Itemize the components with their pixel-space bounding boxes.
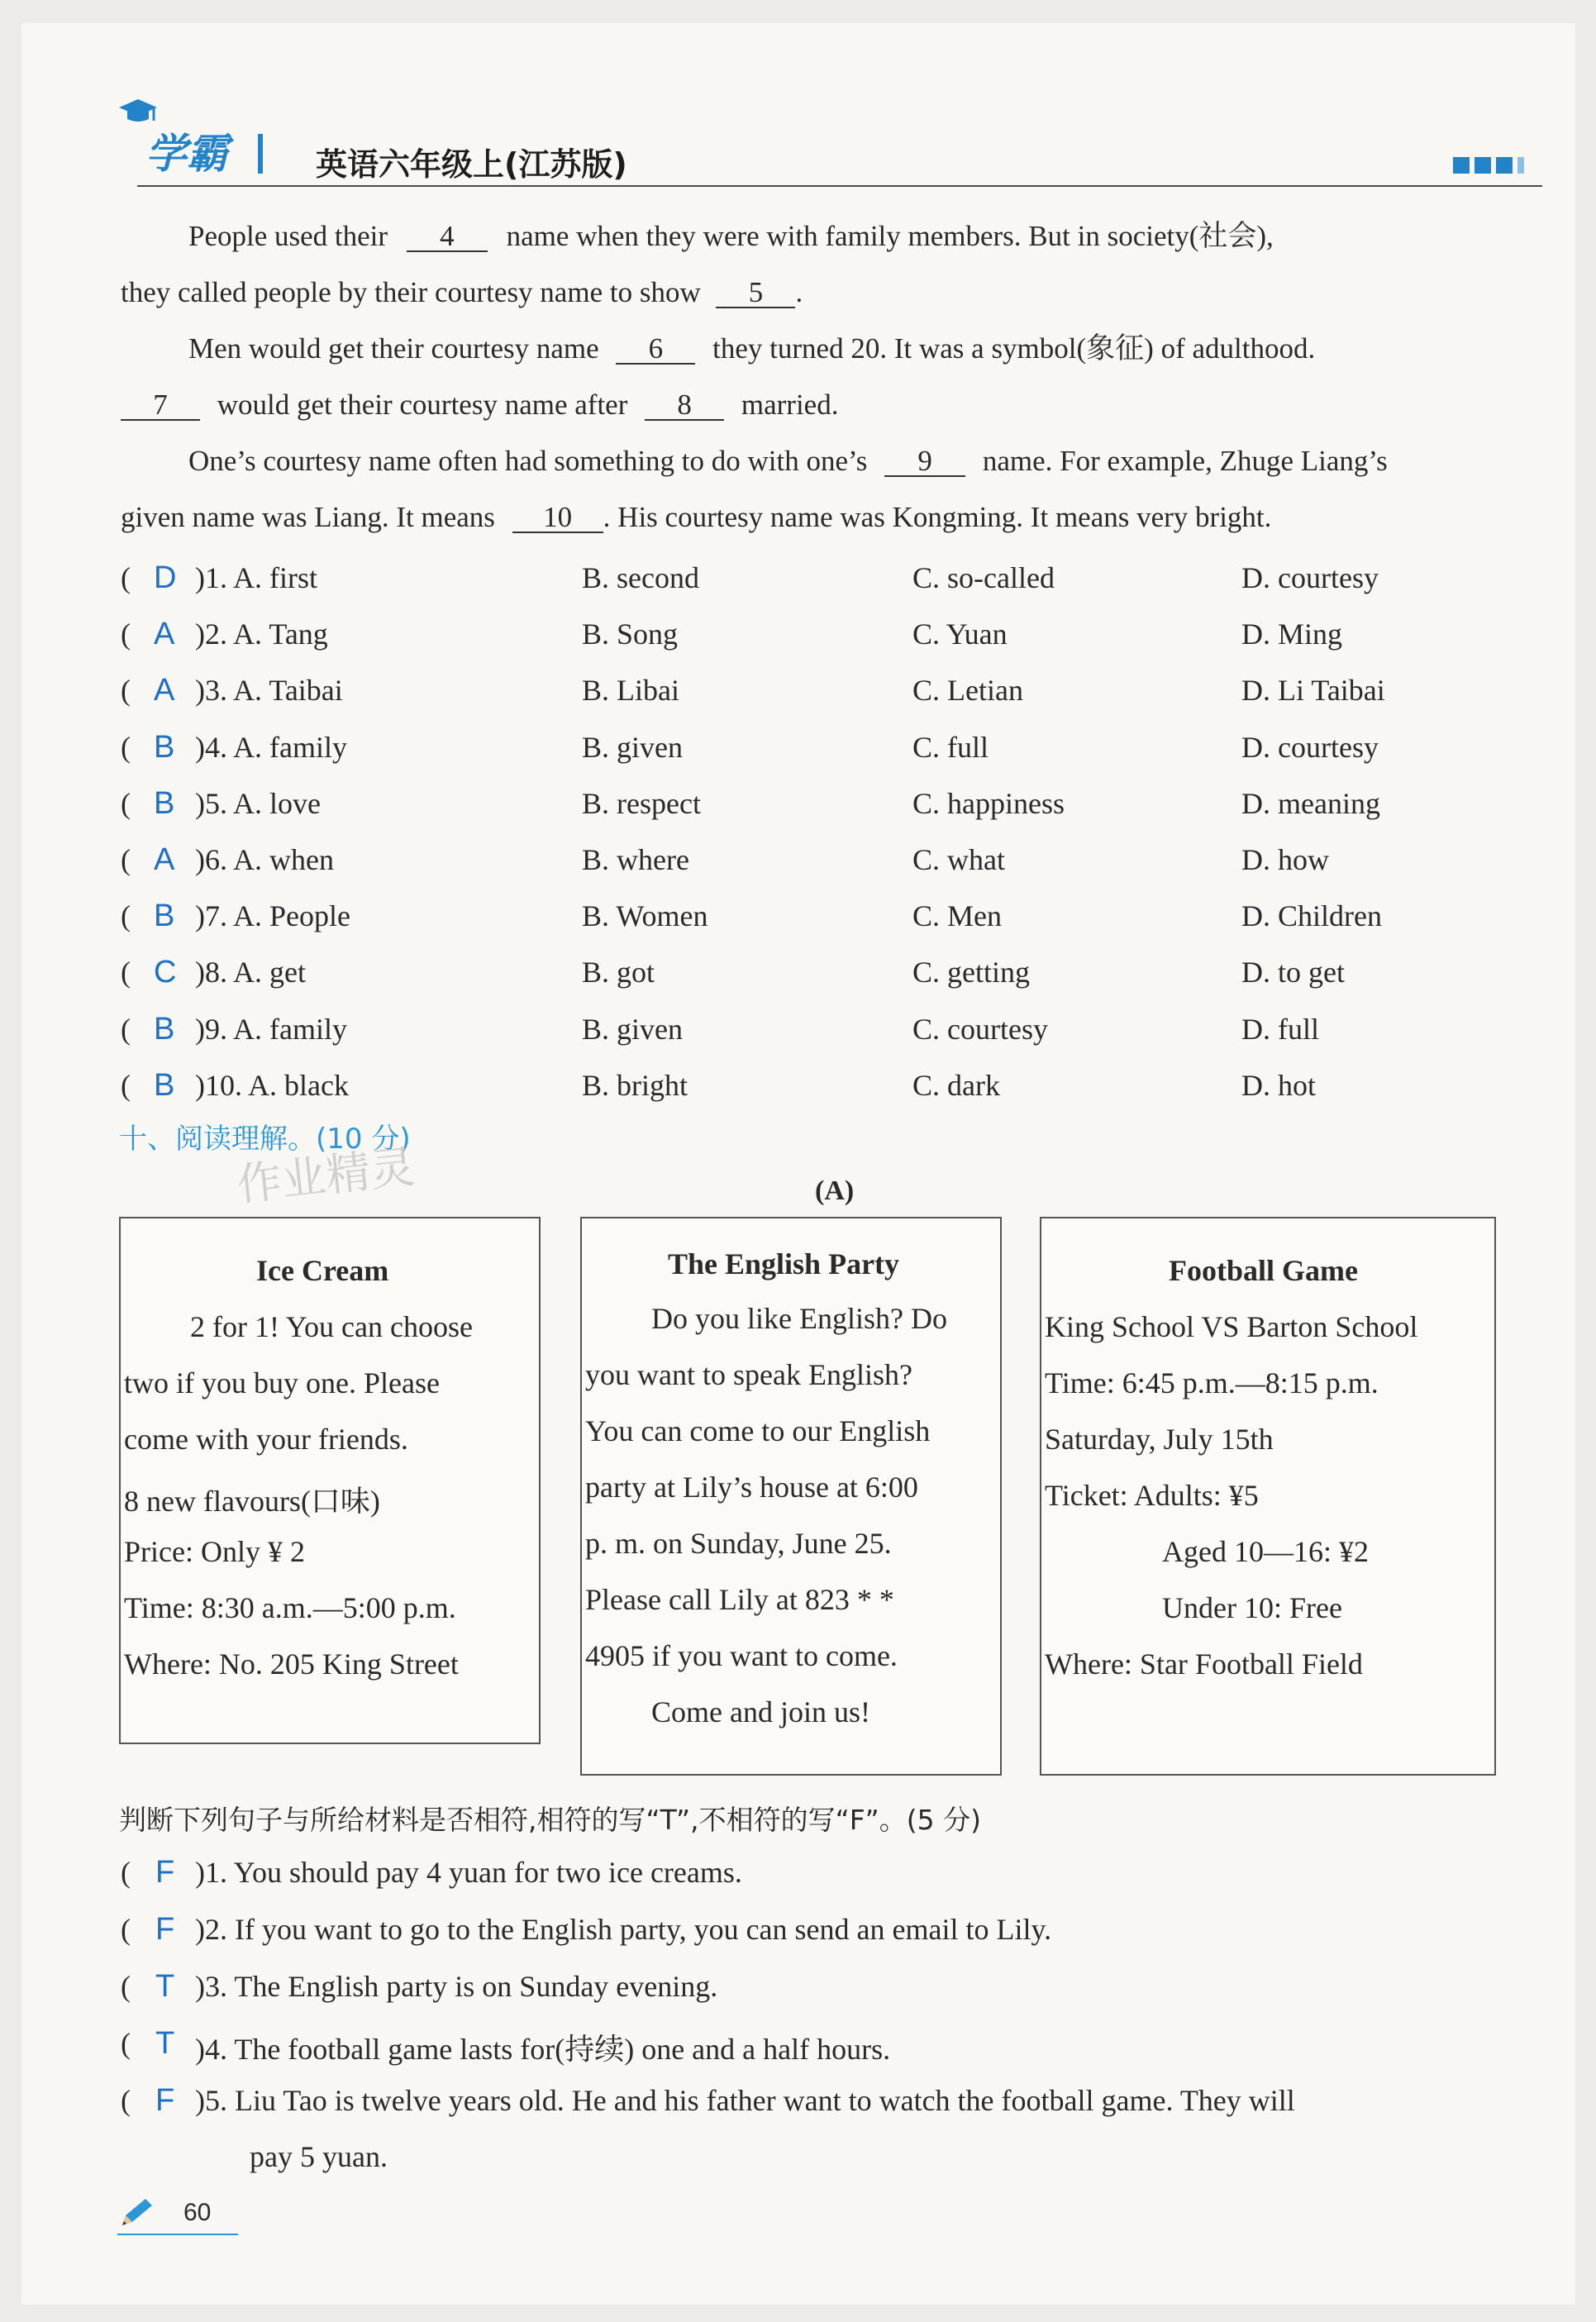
tf-statement: )4. The football game lasts for(持续) one and a half hours.: [195, 2033, 891, 2066]
choice-option-a: )3. A. Taibai: [195, 674, 343, 708]
choice-option-d: D. hot: [1241, 1068, 1316, 1102]
choice-option-a: )1. A. first: [195, 561, 317, 594]
choice-option-d: D. courtesy: [1241, 561, 1379, 594]
choice-option-b: B. bright: [582, 1068, 688, 1102]
blank-6: 6: [616, 334, 695, 365]
paragraph-1-line-1: People used their 4 name when they were with family members. But in society(社会),: [188, 220, 1274, 252]
choice-option-b: B. given: [582, 1012, 683, 1046]
choice-answer: B: [154, 899, 175, 934]
choice-answer: D: [154, 560, 177, 595]
choice-option-b: B. respect: [582, 786, 701, 820]
paren-open: (: [121, 730, 131, 764]
watermark: 作业精灵: [234, 1140, 418, 1212]
choice-option-a: )7. A. People: [195, 899, 350, 933]
english-party-ad: The English Party Do you like English? Do you want to speak English? You can come to our English party at Lily’s house at 6:00 p. m. on Sunday, June 25. Please call Lily at 823 * * 4905 if you want to come. Come and join us!: [580, 1217, 1002, 1776]
choice-option-d: D. to get: [1241, 956, 1345, 989]
choice-option-d: D. meaning: [1241, 786, 1380, 820]
tf-statement: )3. The English party is on Sunday evening.: [195, 1970, 718, 2003]
paragraph-1-line-2: they called people by their courtesy name to show 5 .: [121, 276, 803, 308]
blank-8: 8: [645, 390, 724, 421]
page-number: 60: [183, 2199, 212, 2226]
tf-statement: )1. You should pay 4 yuan for two ice creams.: [195, 1856, 742, 1889]
choice-option-a: )5. A. love: [195, 786, 321, 820]
choice-answer: B: [154, 1011, 175, 1047]
header-squares-icon: [1453, 157, 1524, 178]
football-game-ad: Football Game King School VS Barton School Time: 6:45 p.m.—8:15 p.m. Saturday, July 15th Ticket: Adults: ¥5 Aged 10—16: ¥2 Under 10: Free Where: Star Football Field: [1040, 1217, 1496, 1776]
tf-item-5-continuation: pay 5 yuan.: [250, 2140, 388, 2173]
paren-open: (: [121, 1970, 131, 2003]
choice-option-b: B. given: [582, 730, 683, 764]
choice-option-a: )6. A. when: [195, 843, 334, 876]
paragraph-2-line-2: 7 would get their courtesy name after 8 married.: [121, 390, 838, 421]
choice-option-b: B. where: [582, 843, 689, 876]
choice-answer: A: [154, 842, 175, 877]
choice-answer: B: [154, 1067, 175, 1103]
paren-open: (: [121, 617, 131, 651]
page: [21, 23, 1575, 2305]
choice-option-b: B. second: [582, 561, 699, 594]
tf-answer: T: [155, 1969, 175, 2004]
tf-answer: F: [155, 1912, 175, 1947]
blank-4: 4: [407, 222, 488, 252]
paragraph-2-line-1: Men would get their courtesy name 6 they turned 20. It was a symbol(象征) of adulthood.: [188, 332, 1316, 365]
choice-option-d: D. how: [1241, 843, 1329, 876]
choice-option-d: D. Li Taibai: [1241, 674, 1385, 708]
choice-option-c: C. happiness: [912, 786, 1065, 820]
blank-5: 5: [716, 278, 795, 308]
tf-answer: T: [155, 2026, 175, 2061]
logo-divider: [258, 134, 263, 174]
paren-open: (: [121, 2084, 131, 2117]
paren-open: (: [121, 2027, 131, 2060]
paragraph-3-line-2: given name was Liang. It means 10 . His courtesy name was Kongming. It means very bright.: [121, 501, 1272, 533]
paren-open: (: [121, 1856, 131, 1889]
ice-cream-ad: Ice Cream 2 for 1! You can choose two if you buy one. Please come with your friends. 8 new flavours(口味) Price: Only ¥ 2 Time: 8:30 a.m.—5:00 p.m. Where: No. 205 King Street: [119, 1217, 541, 1744]
paren-open: (: [121, 1068, 131, 1102]
ice-cream-title: Ice Cream: [256, 1254, 389, 1287]
paren-open: (: [121, 843, 131, 876]
choice-answer: B: [154, 729, 175, 765]
paren-open: (: [121, 899, 131, 933]
choice-option-d: D. courtesy: [1241, 730, 1379, 764]
english-party-title: The English Party: [668, 1247, 900, 1280]
header-rule: [137, 185, 1542, 187]
choice-option-b: B. Song: [582, 617, 679, 651]
choice-option-b: B. Libai: [582, 674, 679, 708]
choice-answer: A: [154, 617, 175, 652]
blank-9: 9: [884, 446, 965, 477]
paren-open: (: [121, 956, 131, 989]
tf-instruction: 判断下列句子与所给材料是否相符,相符的写“T”,不相符的写“F”。(5 分): [119, 1804, 982, 1836]
choice-answer: A: [154, 673, 175, 708]
choice-option-a: )8. A. get: [195, 956, 306, 989]
choice-option-a: )4. A. family: [195, 730, 347, 764]
choice-option-c: C. Men: [912, 899, 1002, 933]
choice-option-c: C. so-called: [912, 561, 1055, 594]
paren-open: (: [121, 674, 131, 708]
choice-option-d: D. Ming: [1241, 617, 1343, 651]
paren-open: (: [121, 1012, 131, 1046]
paragraph-3-line-1: One’s courtesy name often had something to do with one’s 9 name. For example, Zhuge Liang’s: [188, 445, 1388, 477]
paren-open: (: [121, 1913, 131, 1946]
choice-answer: B: [154, 785, 175, 821]
choice-option-a: )10. A. black: [195, 1068, 349, 1102]
choice-option-c: C. dark: [912, 1068, 1000, 1102]
choice-option-c: C. getting: [912, 956, 1030, 989]
blank-10: 10: [512, 503, 603, 533]
paren-open: (: [121, 786, 131, 820]
tf-answer: F: [155, 1855, 175, 1890]
choice-option-d: D. full: [1241, 1012, 1319, 1046]
choice-option-c: C. Letian: [912, 674, 1023, 708]
choice-answer: C: [154, 955, 177, 990]
tf-statement: )5. Liu Tao is twelve years old. He and his father want to watch the football game. They will: [195, 2084, 1295, 2117]
football-game-title: Football Game: [1169, 1254, 1358, 1287]
choice-option-c: C. courtesy: [912, 1012, 1048, 1046]
book-title: 英语六年级上(江苏版): [316, 146, 627, 183]
tf-answer: F: [155, 2083, 175, 2118]
choice-option-a: )2. A. Tang: [195, 617, 328, 651]
choice-option-d: D. Children: [1241, 899, 1382, 933]
choice-option-a: )9. A. family: [195, 1012, 347, 1046]
choice-option-b: B. Women: [582, 899, 708, 933]
blank-7: 7: [121, 390, 200, 421]
choice-option-b: B. got: [582, 956, 655, 989]
footer-rule: [117, 2234, 238, 2235]
tf-statement: )2. If you want to go to the English party, you can send an email to Lily.: [195, 1913, 1052, 1946]
logo: 学霸: [145, 130, 228, 178]
choice-option-c: C. full: [912, 730, 989, 764]
section-title: 十、阅读理解。(10 分): [119, 1123, 411, 1156]
paren-open: (: [121, 561, 131, 594]
choice-option-c: C. Yuan: [912, 617, 1008, 651]
choice-option-c: C. what: [912, 843, 1005, 876]
pencil-icon: [117, 2197, 157, 2234]
passage-label: (A): [815, 1175, 855, 1206]
